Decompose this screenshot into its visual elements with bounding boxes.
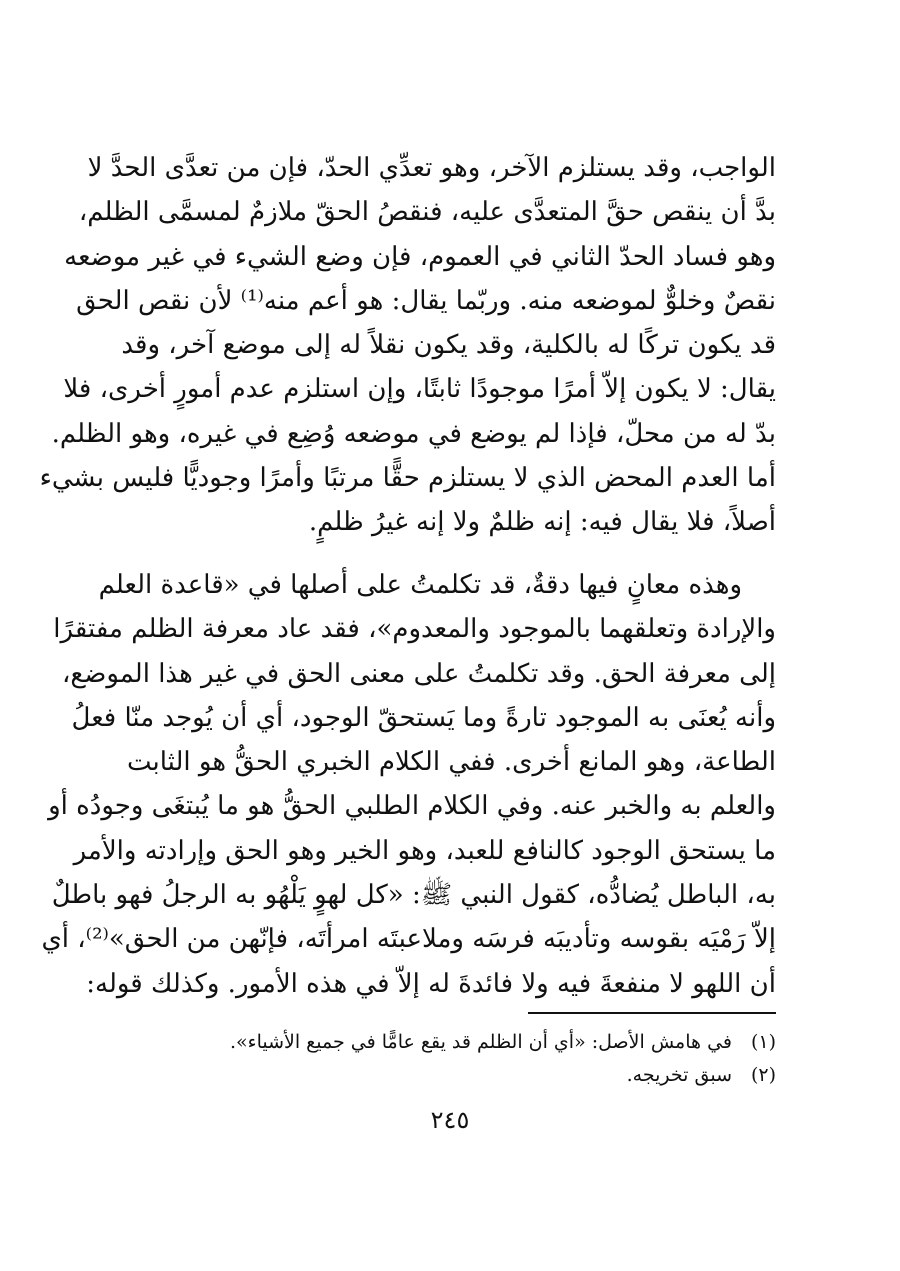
text-line: والإرادة وتعلقهما بالموجود والمعدوم»، فقد عاد معرفة الظلم مفتقرًا (53, 614, 776, 645)
footnote-separator (528, 1012, 776, 1014)
text-line-content: وهذه معانٍ فيها دقةٌ، قد تكلمتُ على أصلها في «قاعدة العلم (98, 570, 742, 600)
text-line: نقصٌ وخلوٌّ لموضعه منه. وربّما يقال: هو أعم منه⁽¹⁾ لأن نقص الحق (76, 285, 776, 316)
text-line: بدَّ أن ينقص حقَّ المتعدَّى عليه، فنقصُ الحقّ ملازمٌ لمسمَّى الظلم، (78, 197, 776, 228)
text-line: ما يستحق الوجود كالنافع للعبد، وهو الخير وهو الحق وإرادته والأمر (73, 835, 776, 866)
text-line: يقال: لا يكون إلاّ أمرًا موجودًا ثابتًا، وإن استلزم عدم أمورٍ أخرى، فلا (63, 374, 776, 405)
text-line: الواجب، وقد يستلزم الآخر، وهو تعدِّي الحدّ، فإن من تعدَّى الحدَّ لا (87, 153, 776, 183)
text-line: به، الباطل يُضادُّه، كقول النبي ﷺ: «كل لهوٍ يَلْهُو به الرجلُ فهو باطلٌ (51, 880, 776, 911)
text-line: إلى معرفة الحق. وقد تكلمتُ على معنى الحق في غير هذا الموضع، (62, 658, 776, 689)
text-line: وهو فساد الحدّ الثاني في العموم، فإن وضع الشيء في غير موضعه (64, 241, 776, 272)
text-line: الطاعة، وهو المانع أخرى. ففي الكلام الخبري الحقُّ هو الثابت (126, 747, 776, 778)
text-line: أما العدم المحض الذي لا يستلزم حقًّا مرتبًا وأمرًا وجوديًّا فليس بشيء (39, 463, 776, 494)
text-line: قد يكون تركًا له بالكلية، وقد يكون نقلاً له إلى موضع آخر، وقد (121, 330, 776, 361)
text-line: أصلاً، فلا يقال فيه: إنه ظلمٌ ولا إنه غيرُ ظلمٍ. (308, 507, 776, 538)
footnote (250, 1059, 776, 1092)
footnote-text: سبق تخريجه. (626, 1064, 732, 1086)
text-line: إلاّ رَمْيَه بقوسه وتأديبَه فرسَه وملاعبتَه امرأتَه، فإنّهن من الحق»⁽²⁾، أي (41, 924, 776, 955)
text-line: أن اللهو لا منفعةَ فيه ولا فائدةَ له إلاّ في هذه الأمور. وكذلك قوله: (86, 968, 776, 999)
footnotes (229, 1026, 776, 1092)
paragraph-1 (39, 146, 776, 545)
page-number: ٢٤٥ (430, 1106, 470, 1134)
text-line: والعلم به والخبر عنه. وفي الكلام الطلبي الحقُّ هو ما يُبتغَى وجودُه أو (48, 791, 776, 822)
footnote-number: (٢) (750, 1064, 776, 1086)
text-line-indented (98, 563, 776, 607)
footnote-number: (١) (750, 1031, 776, 1053)
text-line: بدّ له من محلّ، فإذا لم يوضع في موضعه وُضِع في غيره، وهو الظلم. (51, 418, 776, 449)
footnote (229, 1026, 776, 1059)
paragraph-2 (41, 563, 776, 1006)
footnote-text: في هامش الأصل: «أي أن الظلم قد يقع عامًّا في جميع الأشياء». (229, 1031, 732, 1053)
text-line: وأنه يُعنَى به الموجود تارةً وما يَستحقّ الوجود، أي أن يُوجد منّا فعلُ (71, 702, 776, 733)
